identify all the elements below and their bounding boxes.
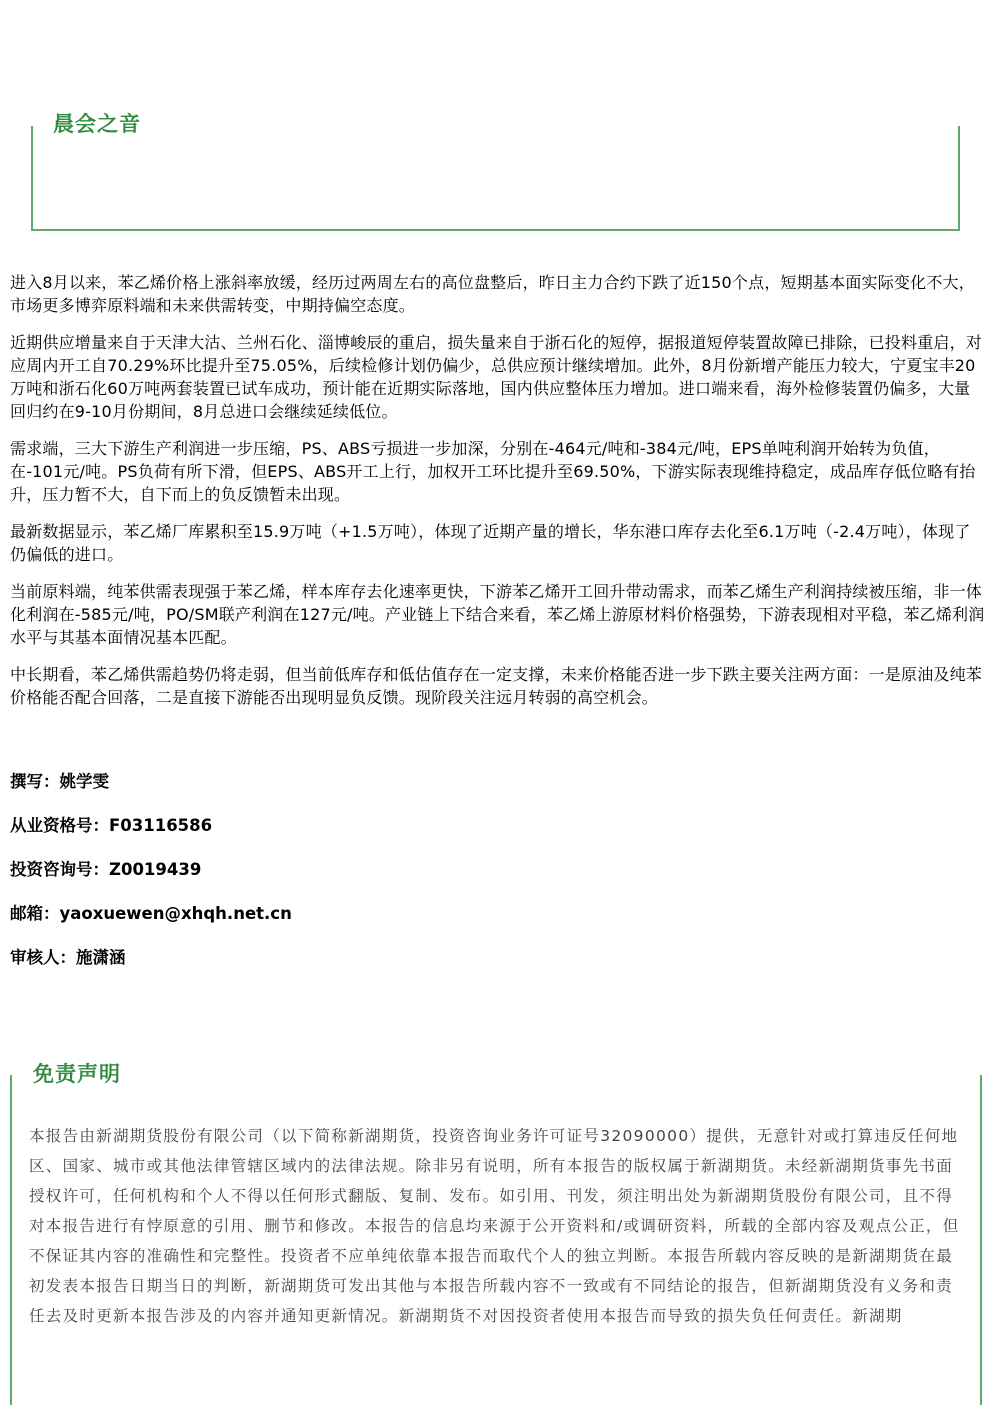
paragraph-feedstock: 当前原料端，纯苯供需表现强于苯乙烯，样本库存去化速率更快，下游苯乙烯开工回升带动需求，而苯乙烯生产利润持续被压缩，非一体化利润在-585元/吨，PO/SM联产利润在127元/吨。产业链上下结合来看，苯乙烯上游原材料价格强势，下游表现相对平稳，苯乙烯利润水平与其基本面情况基本匹配。 bbox=[10, 582, 985, 647]
author-info bbox=[10, 771, 292, 991]
morning-section-frame bbox=[31, 126, 960, 231]
consult-number: 投资咨询号：Z0019439 bbox=[10, 860, 202, 879]
morning-section-title: 晨会之音 bbox=[53, 112, 141, 136]
email-line: 邮箱：yaoxuewen@xhqh.net.cn bbox=[10, 904, 292, 923]
paragraph-inventory: 最新数据显示，苯乙烯厂库累积至15.9万吨（+1.5万吨），体现了近期产量的增长，华东港口库存去化至6.1万吨（-2.4万吨），体现了仍偏低的进口。 bbox=[10, 522, 971, 564]
qualification-number: 从业资格号：F03116586 bbox=[10, 816, 213, 835]
paragraph-overview: 进入8月以来，苯乙烯价格上涨斜率放缓，经历过两周左右的高位盘整后，昨日主力合约下跌了近150个点，短期基本面实际变化不大，市场更多博弈原料端和未来供需转变，中期持偏空态度。 bbox=[10, 273, 975, 315]
paragraph-supply: 近期供应增量来自于天津大沽、兰州石化、淄博峻辰的重启，损失量来自于浙石化的短停，据报道短停装置故障已排除，已投料重启，对应周内开工自70.29%环比提升至75.05%，后续检修计划仍偏少，总供应预计继续增加。此外，8月份新增产能压力较大，宁夏宝丰20万吨和浙石化60万吨两套装置已试车成功，预计能在近期实际落地，国内供应整体压力增加。进口端来看，海外检修装置仍偏多，大量回归约在9-10月份期间，8月总进口会继续延续低位。 bbox=[10, 333, 983, 421]
disclaimer-title: 免责声明 bbox=[33, 1062, 121, 1086]
disclaimer-text: 本报告由新湖期货股份有限公司（以下简称新湖期货，投资咨询业务许可证号32090000）提供，无意针对或打算违反任何地区、国家、城市或其他法律管辖区域内的法律法规。除非另有说明，所有本报告的版权属于新湖期货。未经新湖期货事先书面授权许可，任何机构和个人不得以任何形式翻版、复制、发布。如引用、刊发，须注明出处为新湖期货股份有限公司，且不得对本报告进行有悖原意的引用、删节和修改。本报告的信息均来源于公开资料和/或调研资料，所载的全部内容及观点公正，但不保证其内容的准确性和完整性。投资者不应单纯依靠本报告而取代个人的独立判断。本报告所载内容反映的是新湖期货在最初发表本报告日期当日的判断，新湖期货可发出其他与本报告所载内容不一致或有不同结论的报告，但新湖期货没有义务和责任去及时更新本报告涉及的内容并通知更新情况。新湖期货不对因投资者使用本报告而导致的损失负任何责任。新湖期 bbox=[29, 1127, 960, 1325]
reviewer-line: 审核人：施潇涵 bbox=[10, 948, 126, 967]
article-body bbox=[10, 271, 985, 723]
author-line: 撰写：姚学雯 bbox=[10, 772, 109, 791]
paragraph-outlook: 中长期看，苯乙烯供需趋势仍将走弱，但当前低库存和低估值存在一定支撑，未来价格能否进一步下跌主要关注两方面：一是原油及纯苯价格能否配合回落，二是直接下游能否出现明显负反馈。现阶段关注远月转弱的高空机会。 bbox=[10, 665, 983, 707]
paragraph-demand: 需求端，三大下游生产利润进一步压缩，PS、ABS亏损进一步加深，分别在-464元/吨和-384元/吨，EPS单吨利润开始转为负值，在-101元/吨。PS负荷有所下滑，但EPS、ABS开工上行，加权开工环比提升至69.50%，下游实际表现维持稳定，成品库存低位略有抬升，压力暂不大，自下而上的负反馈暂未出现。 bbox=[10, 439, 976, 504]
